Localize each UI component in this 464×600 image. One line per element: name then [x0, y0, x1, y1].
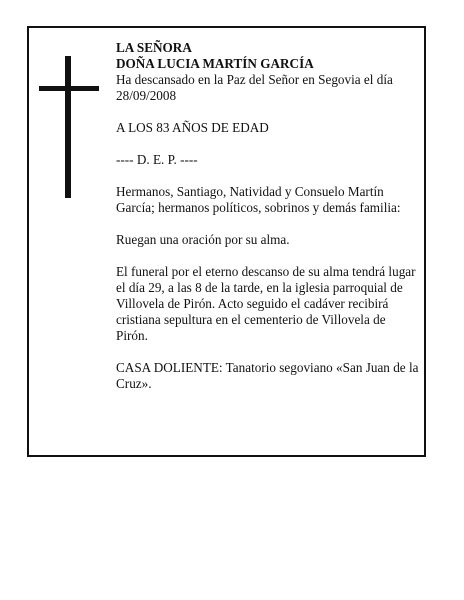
- obituary-card: [27, 26, 426, 457]
- cross-vertical-bar: [65, 56, 71, 198]
- cross-icon: [39, 56, 99, 198]
- house-line: CASA DOLIENTE: Tanatorio segoviano «San Juan de la Cruz».: [116, 360, 419, 391]
- deceased-name: DOÑA LUCIA MARTÍN GARCÍA: [116, 56, 314, 71]
- prayer-line: Ruegan una oración por su alma.: [116, 232, 290, 247]
- family-line: Hermanos, Santiago, Natividad y Consuelo Martín García; hermanos políticos, sobrinos y demás familia:: [116, 184, 401, 215]
- obituary-text: [116, 40, 420, 392]
- honorific: LA SEÑORA: [116, 40, 192, 55]
- funeral-paragraph: El funeral por el eterno descanso de su alma tendrá lugar el día 29, a las 8 de la tarde, en la iglesia parroquial de Villovela de Pirón. Acto seguido el cadáver recibirá cristiana sepultura en el cementerio de Villovela de Pirón.: [116, 264, 416, 343]
- dep-line: ---- D. E. P. ----: [116, 152, 198, 167]
- age-line: A LOS 83 AÑOS DE EDAD: [116, 120, 269, 135]
- rested-line: Ha descansado en la Paz del Señor en Segovia el día 28/09/2008: [116, 72, 393, 103]
- cross-horizontal-bar: [39, 86, 99, 91]
